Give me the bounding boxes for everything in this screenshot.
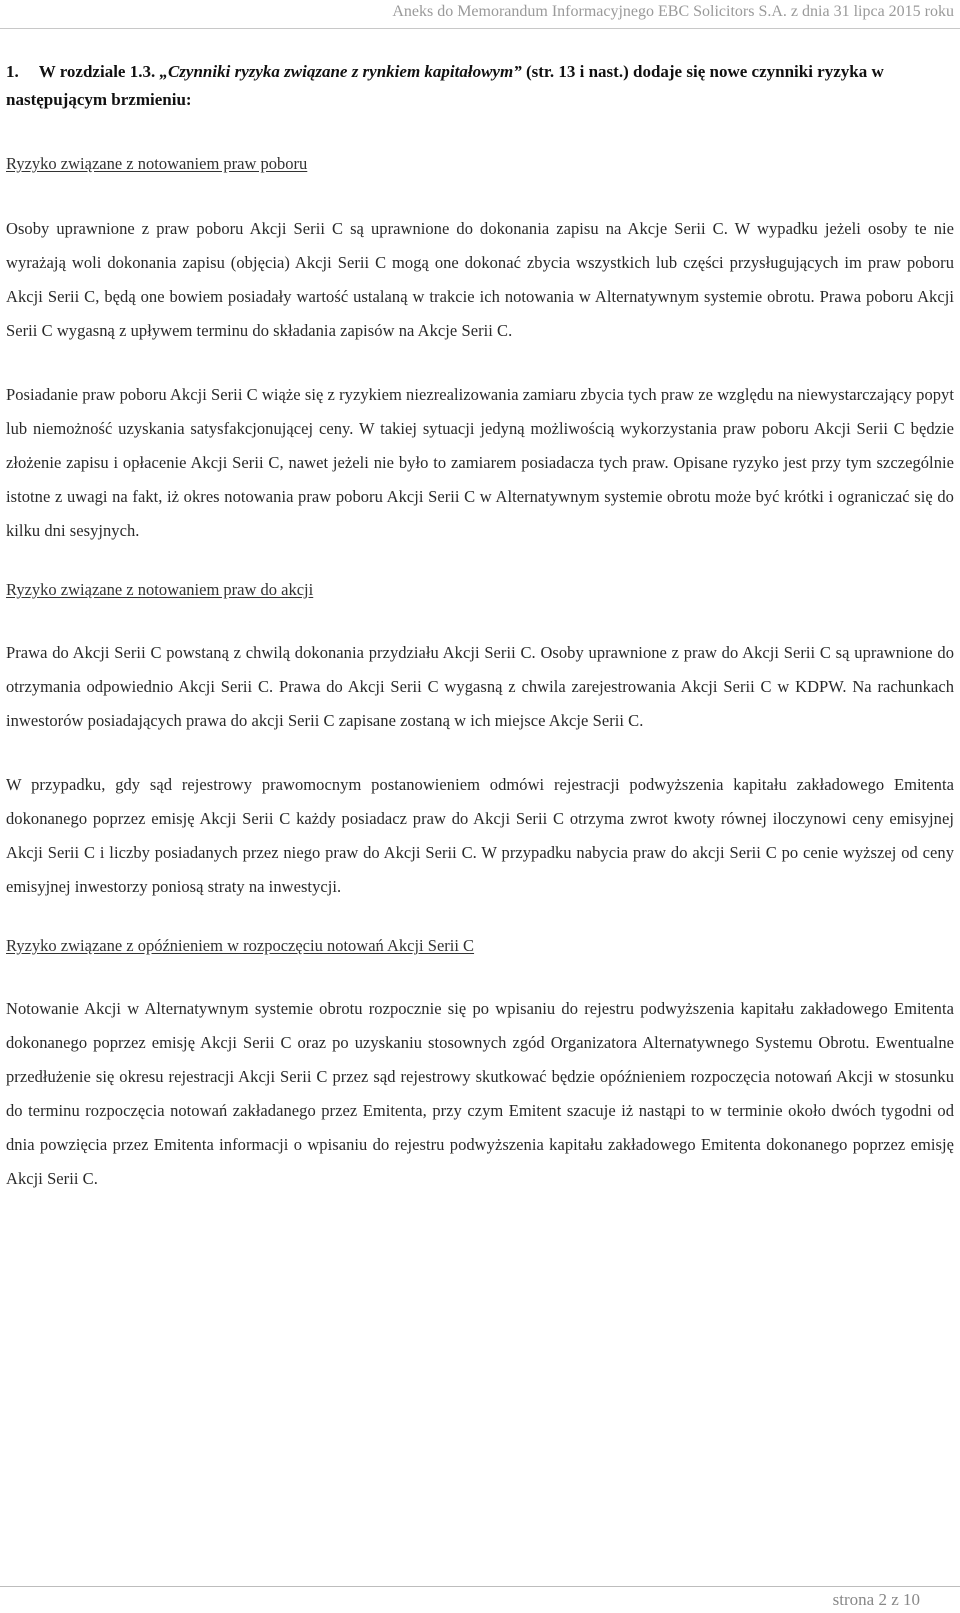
- intro-paragraph: [6, 58, 950, 114]
- intro-text-after: (str. 13 i nast.) dodaje się nowe czynniki ryzyka w następującym brzmieniu:: [6, 62, 884, 109]
- header-text: Aneks do Memorandum Informacyjnego EBC Solicitors S.A. z dnia 31 lipca 2015 roku: [392, 3, 954, 20]
- intro-text-before: W rozdziale 1.3.: [38, 62, 160, 81]
- paragraph: Posiadanie praw poboru Akcji Serii C wiąże się z ryzykiem niezrealizowania zamiaru zbycia tych praw ze względu na niewystarczający popyt lub niemożność uzyskania satysfakcjonującej ceny. W takiej sytuacji jedyną możliwością wykorzystania praw poboru Akcji Serii C będzie złożenie zapisu i opłacenie Akcji Serii C, nawet jeżeli nie było to zamiarem posiadacza tych praw. Opisane ryzyko jest przy tym szczególnie istotne z uwagi na fakt, iż okres notowania praw poboru Akcji Serii C w Alternatywnym systemie obrotu może być krótki i ograniczać się do kilku dni sesyjnych.: [6, 385, 954, 540]
- section-title-listing-delay: Ryzyko związane z opóźnieniem w rozpoczęciu notowań Akcji Serii C: [6, 936, 475, 955]
- paragraph: Osoby uprawnione z praw poboru Akcji Serii C są uprawnione do dokonania zapisu na Akcje Serii C. W wypadku jeżeli osoby te nie wyrażają woli dokonania zapisu (objęcia) Akcji Serii C mogą one dokonać zbycia wszystkich lub części przysługujących im praw poboru Akcji Serii C, będą one bowiem posiadały wartość ustalaną w trakcie ich notowania w Alternatywnym systemie obrotu. Prawa poboru Akcji Serii C wygasną z upływem terminu do składania zapisów na Akcje Serii C.: [6, 219, 954, 340]
- paragraph: W przypadku, gdy sąd rejestrowy prawomocnym postanowieniem odmówi rejestracji podwyższenia kapitału zakładowego Emitenta dokonanego poprzez emisję Akcji Serii C każdy posiadacz praw do Akcji Serii C otrzyma zwrot kwoty równej iloczynowi ceny emisyjnej Akcji Serii C i liczby posiadanych przez niego praw do Akcji Serii C. W przypadku nabycia praw do akcji Serii C po cenie wyższej od ceny emisyjnej inwestorzy poniosą straty na inwestycji.: [6, 775, 954, 896]
- paragraph: Notowanie Akcji w Alternatywnym systemie obrotu rozpocznie się po wpisaniu do rejestru podwyższenia kapitału zakładowego Emitenta dokonanego poprzez emisję Akcji Serii C oraz po uzyskaniu stosownych zgód Organizatora Alternatywnego Systemu Obrotu. Ewentualne przedłużenie się okresu rejestracji Akcji Serii C przez sąd rejestrowy skutkować będzie opóźnieniem rozpoczęcia notowań Akcji w stosunku do terminu rozpoczęcia notowań zakładanego przez Emitenta, przy czym Emitent szacuje iż nastąpi to w terminie około dwóch tygodni od dnia powzięcia przez Emitenta informacji o wpisaniu do rejestru podwyższenia kapitału zakładowego Emitenta dokonanego poprzez emisję Akcji Serii C.: [6, 999, 954, 1188]
- intro-number: 1.: [6, 62, 19, 81]
- page-number: strona 2 z 10: [832, 1590, 920, 1609]
- paragraph: Prawa do Akcji Serii C powstaną z chwilą dokonania przydziału Akcji Serii C. Osoby uprawnione z praw do Akcji Serii C są uprawnione do otrzymania odpowiednio Akcji Serii C. Prawa do Akcji Serii C wygasną z chwila zarejestrowania Akcji Serii C w KDPW. Na rachunkach inwestorów posiadających prawa do akcji Serii C zapisane zostaną w ich miejsce Akcje Serii C.: [6, 643, 954, 730]
- page-footer: [0, 1586, 960, 1613]
- section-title-rights-listing: Ryzyko związane z notowaniem praw poboru: [6, 154, 308, 173]
- intro-chapter-title: „Czynniki ryzyka związane z rynkiem kapitałowym”: [159, 62, 522, 81]
- section-title-share-rights: Ryzyko związane z notowaniem praw do akcji: [6, 580, 314, 599]
- document-body: [0, 58, 960, 1196]
- page-header: [0, 0, 960, 29]
